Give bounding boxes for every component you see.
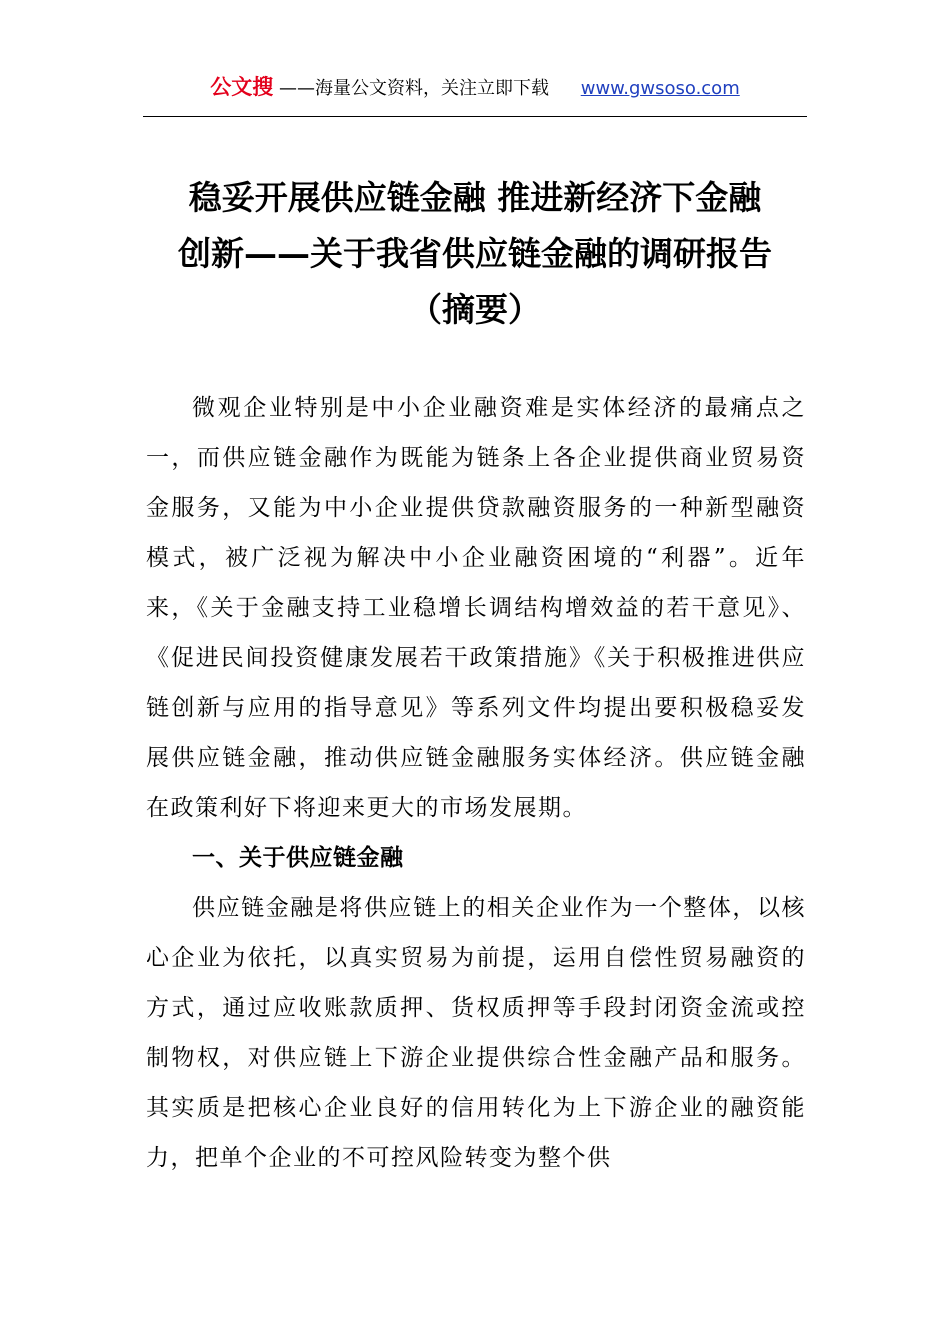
document-body (146, 383, 806, 1183)
title-line-2: 创新——关于我省供应链金融的调研报告 (178, 234, 772, 273)
header-slogan: ——海量公文资料，关注立即下载 (278, 78, 549, 99)
section-heading-1: 一、关于供应链金融 (192, 845, 404, 871)
header-divider (143, 116, 807, 117)
page-header (0, 72, 950, 102)
paragraph-intro: 微观企业特别是中小企业融资难是实体经济的最痛点之一，而供应链金融作为既能为链条上各企业提供商业贸易资金服务，又能为中小企业提供贷款融资服务的一种新型融资模式，被广泛视为解决中小企业融资困境的“利器”。近年来，《关于金融支持工业稳增长调结构增效益的若干意见》、《促进民间投资健康发展若干政策措施》《关于积极推进供应链创新与应用的指导意见》等系列文件均提出要积极稳妥发展供应链金融，推动供应链金融服务实体经济。供应链金融在政策利好下将迎来更大的市场发展期。 (146, 395, 806, 821)
document-title (143, 170, 807, 338)
title-line-3: （摘要） (409, 290, 541, 329)
website-link[interactable]: www.gwsoso.com (580, 78, 740, 99)
brand-logo-text: 公文搜 (210, 75, 274, 99)
paragraph-definition: 供应链金融是将供应链上的相关企业作为一个整体，以核心企业为依托，以真实贸易为前提，运用自偿性贸易融资的方式，通过应收账款质押、货权质押等手段封闭资金流或控制物权，对供应链上下游企业提供综合性金融产品和服务。其实质是把核心企业良好的信用转化为上下游企业的融资能力，把单个企业的不可控风险转变为整个供 (146, 895, 806, 1171)
title-line-1: 稳妥开展供应链金融 推进新经济下金融 (188, 178, 762, 217)
